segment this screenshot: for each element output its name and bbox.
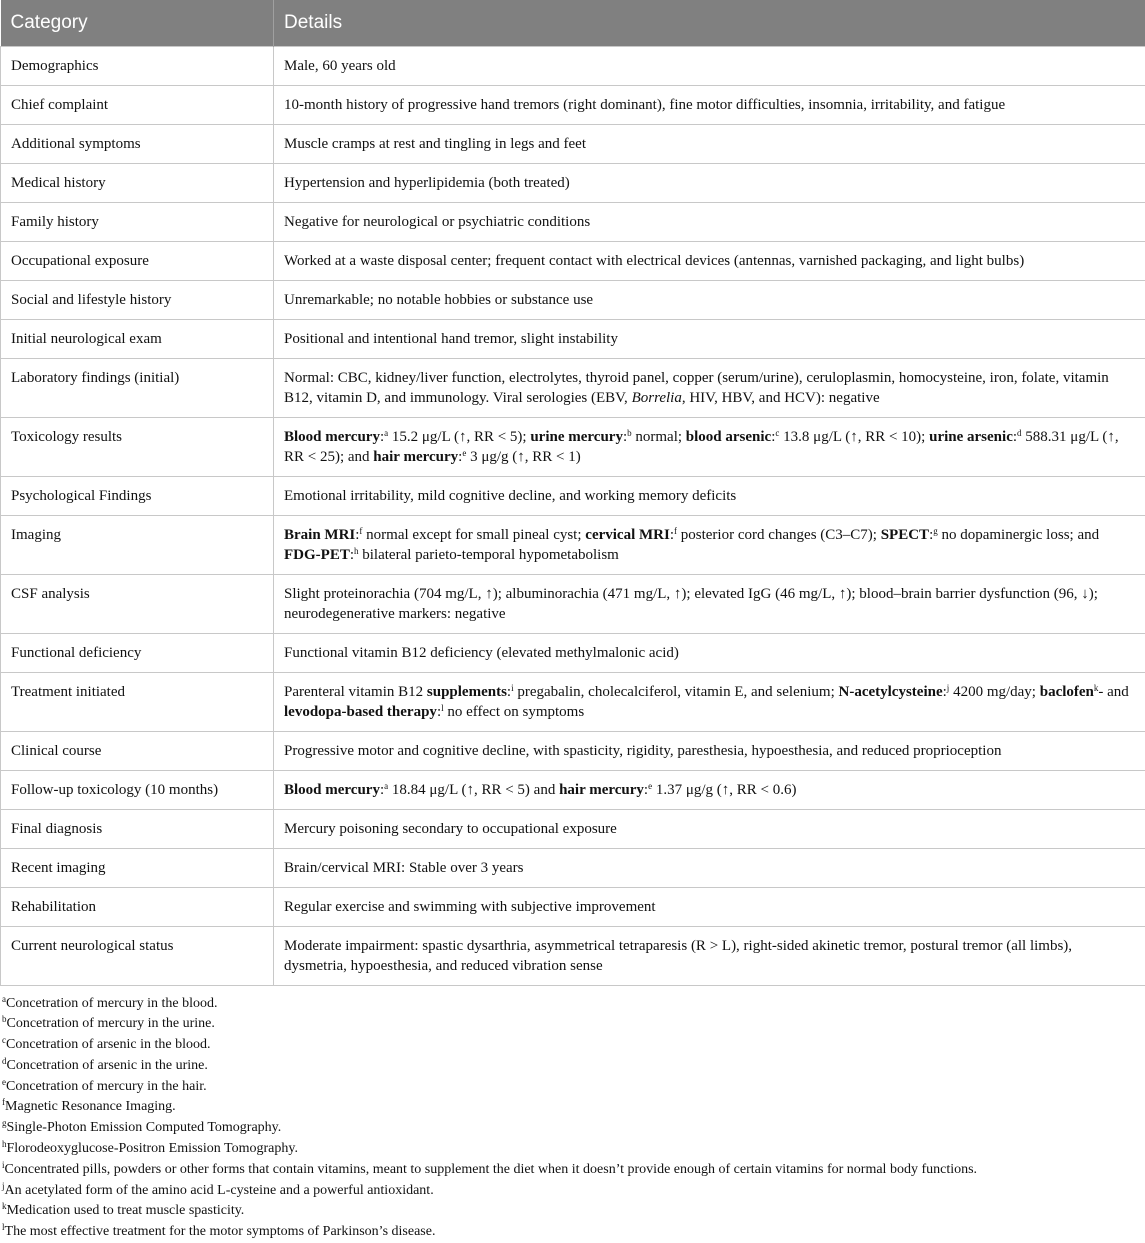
details-text: Normal: CBC, kidney/liver function, electrolytes, thyroid panel, copper (serum/urine), ceruloplasmin, homocysteine, iron, folate, vitamin B12, vitamin D, and immunology. Viral serologies (EBV, bbox=[284, 370, 1109, 406]
footnote bbox=[2, 1077, 1145, 1098]
details-cell bbox=[274, 887, 1145, 926]
details-text: Unremarkable; no notable hobbies or substance use bbox=[284, 292, 593, 308]
details-cell bbox=[274, 476, 1145, 515]
footnote-mark: f bbox=[2, 1097, 5, 1107]
footnote-text: Concentrated pills, powders or other forms that contain vitamins, meant to supplement the diet when it doesn’t provide enough of certain vitamins for normal body functions. bbox=[5, 1162, 978, 1177]
footnote-ref: a bbox=[384, 428, 388, 438]
details-text: Blood mercury bbox=[284, 429, 380, 445]
category-cell: Toxicology results bbox=[1, 417, 274, 476]
table-row bbox=[1, 574, 1145, 633]
category-cell: Rehabilitation bbox=[1, 887, 274, 926]
details-cell bbox=[274, 574, 1145, 633]
category-cell: Clinical course bbox=[1, 731, 274, 770]
footnote-mark: k bbox=[2, 1201, 7, 1211]
details-text: 4200 mg/day; bbox=[949, 684, 1039, 700]
footnote-text: Single-Photon Emission Computed Tomography. bbox=[7, 1120, 282, 1135]
details-text: supplements bbox=[427, 684, 507, 700]
table-row bbox=[1, 633, 1145, 672]
footnote bbox=[2, 1201, 1145, 1222]
category-cell: Demographics bbox=[1, 46, 274, 85]
details-cell bbox=[274, 46, 1145, 85]
details-cell bbox=[274, 672, 1145, 731]
details-cell bbox=[274, 633, 1145, 672]
footnote-mark: l bbox=[2, 1222, 5, 1232]
details-text: 588.31 μg/L (↑, RR < 25); and bbox=[284, 429, 1119, 465]
details-text: : bbox=[929, 527, 933, 543]
details-text: : bbox=[458, 449, 462, 465]
details-text: Hypertension and hyperlipidemia (both treated) bbox=[284, 175, 570, 191]
category-cell: Treatment initiated bbox=[1, 672, 274, 731]
footnote-mark: h bbox=[2, 1139, 7, 1149]
category-cell: Additional symptoms bbox=[1, 124, 274, 163]
footnote bbox=[2, 1222, 1145, 1243]
footnote-ref: k bbox=[1094, 683, 1099, 693]
category-cell: Recent imaging bbox=[1, 848, 274, 887]
details-text: , HIV, HBV, and HCV): negative bbox=[682, 390, 880, 406]
details-text: Emotional irritability, mild cognitive decline, and working memory deficits bbox=[284, 488, 736, 504]
details-text: Male, 60 years old bbox=[284, 58, 396, 74]
details-cell bbox=[274, 85, 1145, 124]
details-text: no effect on symptoms bbox=[444, 704, 585, 720]
footnote-ref: e bbox=[648, 781, 652, 791]
details-cell bbox=[274, 770, 1145, 809]
footnote bbox=[2, 1118, 1145, 1139]
table-row bbox=[1, 731, 1145, 770]
details-text: Borrelia bbox=[632, 390, 682, 406]
details-text: pregabalin, cholecalciferol, vitamin E, and selenium; bbox=[514, 684, 839, 700]
category-cell: Chief complaint bbox=[1, 85, 274, 124]
footnote-mark: g bbox=[2, 1118, 7, 1128]
details-text: Positional and intentional hand tremor, slight instability bbox=[284, 331, 618, 347]
footnote bbox=[2, 1035, 1145, 1056]
details-text: : bbox=[380, 782, 384, 798]
category-cell: Family history bbox=[1, 202, 274, 241]
details-cell bbox=[274, 809, 1145, 848]
table-row bbox=[1, 770, 1145, 809]
details-text: 13.8 μg/L (↑, RR < 10); bbox=[779, 429, 929, 445]
footnote-ref: d bbox=[1017, 428, 1022, 438]
category-cell: Functional deficiency bbox=[1, 633, 274, 672]
footnote-ref: b bbox=[627, 428, 632, 438]
footnote-ref: h bbox=[354, 546, 359, 556]
details-text: : bbox=[943, 684, 947, 700]
footnote-ref: c bbox=[775, 428, 779, 438]
footnote-mark: b bbox=[2, 1014, 7, 1024]
table-row bbox=[1, 85, 1145, 124]
footnote-ref: f bbox=[674, 526, 677, 536]
details-text: Blood mercury bbox=[284, 782, 380, 798]
table-row bbox=[1, 926, 1145, 985]
details-text: FDG-PET bbox=[284, 547, 350, 563]
category-cell: Social and lifestyle history bbox=[1, 280, 274, 319]
footnote-text: The most effective treatment for the motor symptoms of Parkinson’s disease. bbox=[5, 1224, 436, 1239]
table-row bbox=[1, 417, 1145, 476]
details-text: posterior cord changes (C3–C7); bbox=[677, 527, 881, 543]
table-row bbox=[1, 202, 1145, 241]
footnote-text: Concetration of mercury in the hair. bbox=[6, 1079, 207, 1094]
footnotes bbox=[0, 986, 1145, 1243]
footnote-text: An acetylated form of the amino acid L-cysteine and a powerful antioxidant. bbox=[5, 1183, 434, 1198]
details-cell bbox=[274, 848, 1145, 887]
details-cell bbox=[274, 926, 1145, 985]
details-cell bbox=[274, 163, 1145, 202]
footnote-text: Magnetic Resonance Imaging. bbox=[5, 1099, 176, 1114]
table-row bbox=[1, 887, 1145, 926]
category-cell: CSF analysis bbox=[1, 574, 274, 633]
details-text: : bbox=[350, 547, 354, 563]
footnote-text: Florodeoxyglucose-Positron Emission Tomography. bbox=[7, 1141, 298, 1156]
footnote bbox=[2, 1097, 1145, 1118]
details-text: Parenteral vitamin B12 bbox=[284, 684, 427, 700]
details-text: : bbox=[644, 782, 648, 798]
details-text: normal; bbox=[632, 429, 686, 445]
details-cell bbox=[274, 202, 1145, 241]
category-cell: Final diagnosis bbox=[1, 809, 274, 848]
footnote bbox=[2, 1181, 1145, 1202]
details-text: urine mercury bbox=[530, 429, 623, 445]
details-text: cervical MRI bbox=[585, 527, 670, 543]
category-cell: Laboratory findings (initial) bbox=[1, 358, 274, 417]
table-body bbox=[1, 46, 1145, 985]
details-text: 1.37 μg/g (↑, RR < 0.6) bbox=[652, 782, 796, 798]
details-text: : bbox=[771, 429, 775, 445]
details-text: Slight proteinorachia (704 mg/L, ↑); albuminorachia (471 mg/L, ↑); elevated IgG (46 mg/L, ↑); blood–brain barrier dysfunction (96, ↓); neurodegenerative markers: negative bbox=[284, 586, 1098, 622]
table-row bbox=[1, 358, 1145, 417]
category-cell: Occupational exposure bbox=[1, 241, 274, 280]
category-cell: Medical history bbox=[1, 163, 274, 202]
table-header-row bbox=[1, 0, 1145, 46]
footnote bbox=[2, 1160, 1145, 1181]
details-text: Regular exercise and swimming with subjective improvement bbox=[284, 899, 656, 915]
table-row bbox=[1, 476, 1145, 515]
details-text: Mercury poisoning secondary to occupational exposure bbox=[284, 821, 617, 837]
footnote bbox=[2, 1014, 1145, 1035]
table-row bbox=[1, 515, 1145, 574]
details-text: SPECT bbox=[881, 527, 929, 543]
footnote-mark: i bbox=[2, 1160, 5, 1170]
details-text: Negative for neurological or psychiatric conditions bbox=[284, 214, 590, 230]
footnote-ref: g bbox=[933, 526, 938, 536]
details-text: : bbox=[437, 704, 441, 720]
table-row bbox=[1, 809, 1145, 848]
footnote-mark: e bbox=[2, 1077, 6, 1087]
details-text: Brain MRI bbox=[284, 527, 355, 543]
footnote-mark: c bbox=[2, 1035, 6, 1045]
details-cell bbox=[274, 358, 1145, 417]
details-text: 18.84 μg/L (↑, RR < 5) and bbox=[388, 782, 559, 798]
table-row bbox=[1, 319, 1145, 358]
footnote bbox=[2, 1139, 1145, 1160]
details-text: 10-month history of progressive hand tremors (right dominant), fine motor difficulties, insomnia, irritability, and fatigue bbox=[284, 97, 1005, 113]
details-text: Functional vitamin B12 deficiency (elevated methylmalonic acid) bbox=[284, 645, 679, 661]
details-text: Moderate impairment: spastic dysarthria, asymmetrical tetraparesis (R > L), right-sided akinetic tremor, postural tremor (all limbs), dysmetria, hypoesthesia, and reduced vibration sense bbox=[284, 938, 1072, 974]
details-text: no dopaminergic loss; and bbox=[938, 527, 1099, 543]
details-text: hair mercury bbox=[559, 782, 644, 798]
category-cell: Psychological Findings bbox=[1, 476, 274, 515]
footnote-text: Concetration of mercury in the urine. bbox=[7, 1016, 215, 1031]
category-cell: Current neurological status bbox=[1, 926, 274, 985]
details-cell bbox=[274, 241, 1145, 280]
footnote-text: Medication used to treat muscle spasticity. bbox=[7, 1203, 245, 1218]
details-text: : bbox=[380, 429, 384, 445]
footnote-ref: j bbox=[947, 683, 950, 693]
details-text: Worked at a waste disposal center; frequent contact with electrical devices (antennas, varnished packaging, and light bulbs) bbox=[284, 253, 1024, 269]
details-text: urine arsenic bbox=[929, 429, 1013, 445]
details-text: : bbox=[623, 429, 627, 445]
footnote-ref: a bbox=[384, 781, 388, 791]
category-cell: Imaging bbox=[1, 515, 274, 574]
details-text: Progressive motor and cognitive decline, with spasticity, rigidity, paresthesia, hypoesthesia, and reduced proprioception bbox=[284, 743, 1001, 759]
footnote-mark: a bbox=[2, 994, 6, 1004]
details-text: hair mercury bbox=[373, 449, 458, 465]
footnote bbox=[2, 1056, 1145, 1077]
details-cell bbox=[274, 417, 1145, 476]
table-row bbox=[1, 280, 1145, 319]
details-cell bbox=[274, 319, 1145, 358]
table-row bbox=[1, 672, 1145, 731]
table-row bbox=[1, 163, 1145, 202]
footnote bbox=[2, 994, 1145, 1015]
details-text: : bbox=[670, 527, 674, 543]
footnote-text: Concetration of arsenic in the urine. bbox=[7, 1058, 208, 1073]
details-cell bbox=[274, 731, 1145, 770]
footnote-ref: e bbox=[462, 448, 466, 458]
details-text: 3 μg/g (↑, RR < 1) bbox=[466, 449, 580, 465]
details-text: blood arsenic bbox=[686, 429, 771, 445]
details-text: Muscle cramps at rest and tingling in legs and feet bbox=[284, 136, 586, 152]
footnote-mark: d bbox=[2, 1056, 7, 1066]
details-text: : bbox=[355, 527, 359, 543]
header-details: Details bbox=[274, 0, 1145, 46]
category-cell: Initial neurological exam bbox=[1, 319, 274, 358]
details-text: : bbox=[1013, 429, 1017, 445]
footnote-text: Concetration of arsenic in the blood. bbox=[6, 1037, 211, 1052]
footnote-mark: j bbox=[2, 1181, 5, 1191]
details-text: : bbox=[507, 684, 511, 700]
category-cell: Follow-up toxicology (10 months) bbox=[1, 770, 274, 809]
footnote-text: Concetration of mercury in the blood. bbox=[6, 996, 218, 1011]
details-text: normal except for small pineal cyst; bbox=[362, 527, 585, 543]
header-category: Category bbox=[1, 0, 274, 46]
footnote-ref: i bbox=[511, 683, 514, 693]
details-cell bbox=[274, 124, 1145, 163]
details-cell bbox=[274, 515, 1145, 574]
footnote-ref: f bbox=[359, 526, 362, 536]
table-row bbox=[1, 241, 1145, 280]
details-text: levodopa-based therapy bbox=[284, 704, 437, 720]
details-text: N-acetylcysteine bbox=[839, 684, 943, 700]
details-text: - and bbox=[1098, 684, 1128, 700]
details-text: 15.2 μg/L (↑, RR < 5); bbox=[388, 429, 530, 445]
table-row bbox=[1, 46, 1145, 85]
details-cell bbox=[274, 280, 1145, 319]
details-text: bilateral parieto-temporal hypometabolism bbox=[359, 547, 619, 563]
table-row bbox=[1, 124, 1145, 163]
footnote-ref: l bbox=[441, 703, 444, 713]
details-text: Brain/cervical MRI: Stable over 3 years bbox=[284, 860, 524, 876]
details-text: baclofen bbox=[1040, 684, 1094, 700]
table-row bbox=[1, 848, 1145, 887]
